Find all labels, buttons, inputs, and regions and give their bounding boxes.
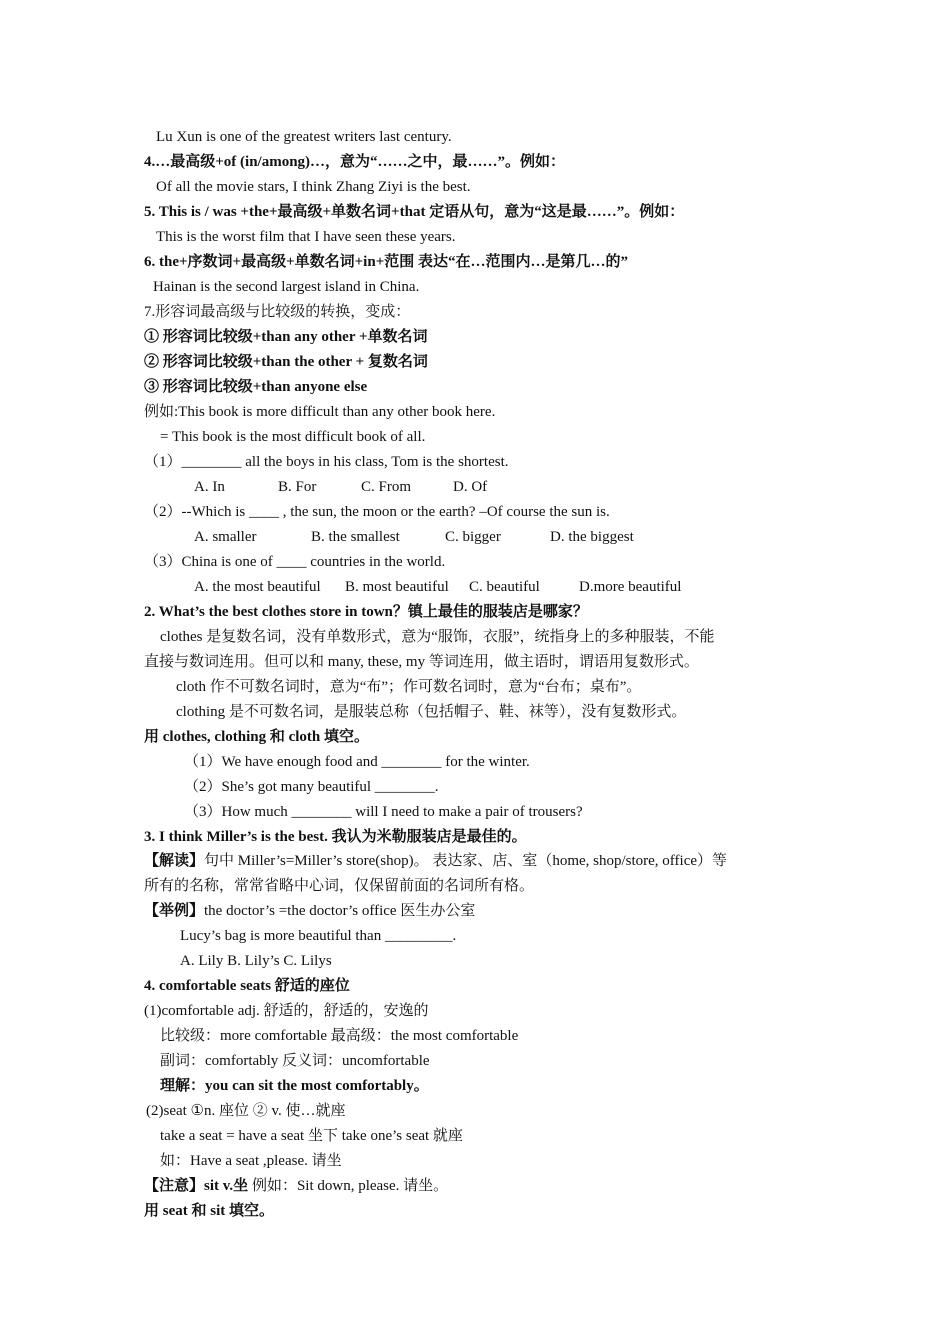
- text-line: [160, 1126, 463, 1146]
- line-text: 直接与数词连用。但可以和 many, these, my 等词连用，做主语时，谓语用复数形式。: [144, 654, 699, 670]
- answer-option: C. From: [361, 479, 412, 495]
- line-text: 【注意】sit v.坐 例如：Sit down, please. 请坐。: [144, 1178, 449, 1194]
- text-line: [184, 777, 439, 797]
- text-line: [144, 827, 527, 847]
- line-text: Of all the movie stars, I think Zhang Ziyi is the best.: [156, 179, 471, 195]
- line-text: ② 形容词比较级+than the other + 复数名词: [144, 354, 428, 370]
- line-text: cloth 作不可数名词时，意为“布”；作可数名词时，意为“台布；桌布”。: [176, 679, 642, 695]
- answer-option: C. bigger: [445, 529, 501, 545]
- text-line: [144, 1201, 274, 1221]
- text-line: [160, 427, 425, 447]
- text-line: [153, 277, 419, 297]
- text-line: [144, 352, 428, 372]
- answer-option: A. In: [194, 479, 225, 495]
- line-text: 4.…最高级+of (in/among)…，意为“……之中，最……”。例如：: [144, 154, 566, 170]
- text-line: [160, 1076, 429, 1096]
- line-text: 7.形容词最高级与比较级的转换，变成：: [144, 304, 411, 320]
- line-text: Lucy’s bag is more beautiful than _________.: [180, 928, 457, 944]
- text-line: [144, 302, 410, 322]
- answer-option: B. most beautiful: [345, 579, 449, 595]
- line-text: clothing 是不可数名词，是服装总称（包括帽子、鞋、袜等），没有复数形式。: [176, 704, 687, 720]
- text-line: [184, 752, 530, 772]
- text-line: [144, 502, 610, 522]
- line-text: 5. This is / was +the+最高级+单数名词+that 定语从句，意为“这是最……”。例如：: [144, 204, 685, 220]
- line-text: take a seat = have a seat 坐下 take one’s seat 就座: [160, 1128, 463, 1144]
- text-line: [144, 452, 509, 472]
- text-line: [146, 1101, 346, 1121]
- text-line: [144, 602, 588, 622]
- line-text: (1)comfortable adj. 舒适的，舒适的，安逸的: [144, 1003, 429, 1019]
- line-text: （3）China is one of ____ countries in the world.: [144, 554, 446, 570]
- line-text: 如：Have a seat ,please. 请坐: [160, 1153, 342, 1169]
- line-text: = This book is the most difficult book of all.: [160, 429, 426, 445]
- answer-option: D.more beautiful: [579, 579, 682, 595]
- line-text: ③ 形容词比较级+than anyone else: [144, 379, 368, 395]
- text-line: [144, 1001, 429, 1021]
- line-text: A. Lily B. Lily’s C. Lilys: [180, 953, 332, 969]
- line-text: (2)seat ①n. 座位 ② v. 使…就座: [146, 1103, 346, 1119]
- text-line: [144, 976, 350, 996]
- text-line: [144, 252, 628, 272]
- answer-option: B. For: [278, 479, 317, 495]
- text-line: [144, 1176, 448, 1196]
- line-text: （1）________ all the boys in his class, Tom is the shortest.: [144, 454, 509, 470]
- text-line: [156, 177, 471, 197]
- text-line: [176, 702, 686, 722]
- line-text: （2）--Which is ____ , the sun, the moon or the earth? –Of course the sun is.: [144, 504, 610, 520]
- line-text: ① 形容词比较级+than any other +单数名词: [144, 329, 428, 345]
- line-text: 副词：comfortably 反义词：uncomfortable: [160, 1053, 430, 1069]
- text-line: [144, 552, 445, 572]
- text-line: [160, 1051, 430, 1071]
- answer-option: D. the biggest: [550, 529, 634, 545]
- text-line: [180, 926, 456, 946]
- text-line: [176, 677, 641, 697]
- line-text: 比较级：more comfortable 最高级：the most comfortable: [160, 1028, 519, 1044]
- text-line: [144, 202, 684, 222]
- text-line: [180, 951, 332, 971]
- line-text: 【举例】the doctor’s =the doctor’s office 医生办公室: [144, 903, 476, 919]
- line-text: （3）How much ________ will I need to make a pair of trousers?: [184, 804, 583, 820]
- line-text: 2. What’s the best clothes store in town？镇上最佳的服装店是哪家？: [144, 604, 588, 620]
- line-text: Lu Xun is one of the greatest writers last century.: [156, 129, 452, 145]
- text-line: [156, 227, 456, 247]
- line-text: 3. I think Miller’s is the best. 我认为米勒服装店是最佳的。: [144, 829, 527, 845]
- answer-option: C. beautiful: [469, 579, 540, 595]
- line-text: Hainan is the second largest island in China.: [153, 279, 420, 295]
- text-line: [144, 727, 369, 747]
- text-line: [184, 802, 583, 822]
- answer-option: B. the smallest: [311, 529, 400, 545]
- line-text: （1）We have enough food and ________ for the winter.: [184, 754, 530, 770]
- text-line: [160, 627, 715, 647]
- line-text: 例如:This book is more difficult than any other book here.: [144, 404, 496, 420]
- text-line: [144, 901, 475, 921]
- line-text: clothes 是复数名词，没有单数形式，意为“服饰，衣服”，统指身上的多种服装，不能: [160, 629, 715, 645]
- line-text: 所有的名称，常常省略中心词，仅保留前面的名词所有格。: [144, 878, 535, 894]
- line-text: （2）She’s got many beautiful ________.: [184, 779, 439, 795]
- text-line: [160, 1151, 342, 1171]
- line-text: 用 clothes, clothing 和 cloth 填空。: [144, 729, 369, 745]
- answer-option: D. Of: [453, 479, 488, 495]
- line-text: 【解读】句中 Miller’s=Miller’s store(shop)。 表达家、店、室（home, shop/store, office）等: [144, 853, 728, 869]
- text-line: [144, 152, 565, 172]
- text-line: [144, 851, 727, 871]
- line-text: 4. comfortable seats 舒适的座位: [144, 978, 350, 994]
- text-line: [156, 127, 452, 147]
- line-text: 6. the+序数词+最高级+单数名词+in+范围 表达“在…范围内…是第几…的”: [144, 254, 628, 270]
- line-text: 用 seat 和 sit 填空。: [144, 1203, 274, 1219]
- text-line: [144, 876, 534, 896]
- text-line: [144, 327, 428, 347]
- answer-option: A. the most beautiful: [194, 579, 321, 595]
- answer-option: A. smaller: [194, 529, 257, 545]
- text-line: [144, 402, 495, 422]
- text-line: [144, 377, 367, 397]
- line-text: 理解：you can sit the most comfortably。: [160, 1078, 429, 1094]
- text-line: [160, 1026, 518, 1046]
- line-text: This is the worst film that I have seen these years.: [156, 229, 456, 245]
- text-line: [144, 652, 699, 672]
